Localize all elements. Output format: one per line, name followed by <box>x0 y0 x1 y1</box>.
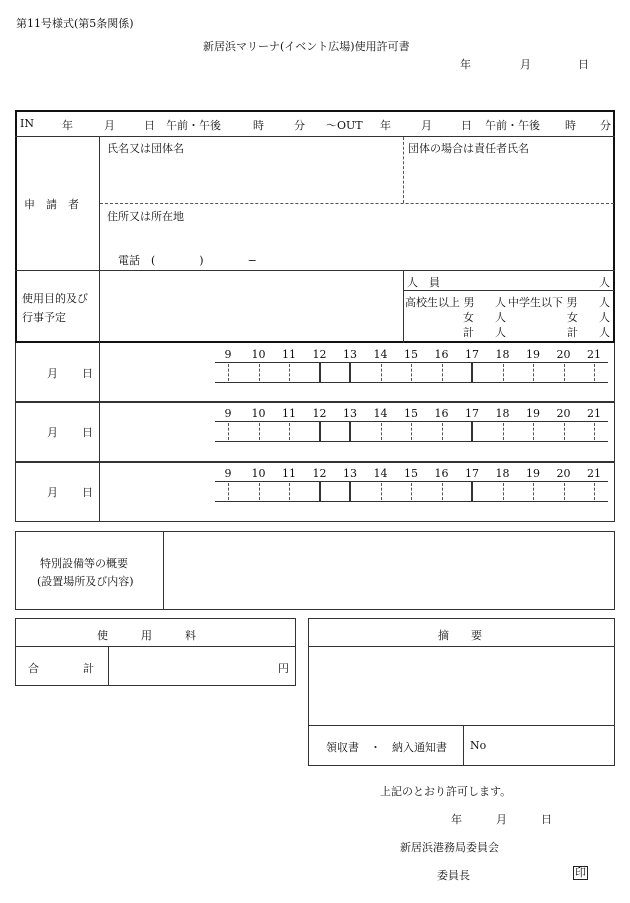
high-school-female-label: 女 <box>463 311 474 324</box>
schedule-month-label: 月 <box>47 367 58 380</box>
period-out-hour: 時 <box>565 119 576 132</box>
equipment-sub-label: (設置場所及び内容) <box>37 575 134 588</box>
hour-label: 9 <box>224 467 232 480</box>
hour-label: 9 <box>224 348 232 361</box>
hour-label: 12 <box>312 348 327 361</box>
schedule-day-label: 日 <box>82 367 93 380</box>
page-title: 新居浜マリーナ(イベント広場)使用許可書 <box>203 40 410 53</box>
top-date-month: 月 <box>520 58 531 71</box>
hour-label: 16 <box>434 407 449 420</box>
schedule-month-label: 月 <box>47 486 58 499</box>
people-label: 人 員 <box>407 276 440 289</box>
purpose-label-2: 行事予定 <box>22 311 66 324</box>
hour-label: 11 <box>282 407 296 420</box>
seal-mark: 印 <box>575 866 586 879</box>
hour-label: 15 <box>404 467 418 480</box>
fee-yen: 円 <box>278 662 289 675</box>
middle-school-female-label: 女 <box>567 311 578 324</box>
address-field-label: 住所又は所在地 <box>107 210 184 223</box>
equipment-label: 特別設備等の概要 <box>40 557 128 570</box>
bottom-date-month: 月 <box>496 813 507 826</box>
hour-label: 10 <box>251 407 266 420</box>
period-in-month: 月 <box>104 119 115 132</box>
hour-label: 15 <box>404 348 418 361</box>
fee-total-label: 合 計 <box>28 662 94 675</box>
hour-label: 12 <box>312 407 327 420</box>
applicant-label: 申 請 者 <box>24 198 79 211</box>
hour-label: 13 <box>343 467 357 480</box>
middle-school-female-unit: 人 <box>599 311 610 324</box>
hour-label: 21 <box>587 407 601 420</box>
hour-label: 12 <box>312 467 327 480</box>
hour-label: 14 <box>373 348 388 361</box>
schedule-day-label: 日 <box>82 486 93 499</box>
hour-label: 17 <box>465 348 479 361</box>
representative-field-label: 団体の場合は責任者氏名 <box>408 142 529 155</box>
people-unit: 人 <box>599 276 610 289</box>
name-field-label: 氏名又は団体名 <box>107 142 184 155</box>
period-out-minute: 分 <box>600 119 611 132</box>
chairman-label: 委員長 <box>437 869 470 882</box>
hour-label: 18 <box>495 467 510 480</box>
period-out-ampm: 午前・午後 <box>485 119 540 132</box>
hour-label: 21 <box>587 467 601 480</box>
hour-label: 19 <box>526 407 540 420</box>
period-out-month: 月 <box>421 119 432 132</box>
middle-school-total-label: 計 <box>567 326 578 339</box>
hour-label: 14 <box>373 407 388 420</box>
high-school-total-unit: 人 <box>495 326 506 339</box>
bottom-date-year: 年 <box>451 813 462 826</box>
period-in-ampm: 午前・午後 <box>166 119 221 132</box>
middle-school-male-unit: 人 <box>599 296 610 309</box>
hour-label: 19 <box>526 467 540 480</box>
permit-statement: 上記のとおり許可します。 <box>380 785 512 798</box>
bottom-date-day: 日 <box>541 813 552 826</box>
form-number: 第11号様式(第5条関係) <box>16 17 134 30</box>
high-school-female-unit: 人 <box>495 311 506 324</box>
middle-school-label: 中学生以下 男 <box>508 296 578 309</box>
hour-label: 16 <box>434 348 449 361</box>
period-out-day: 日 <box>461 119 472 132</box>
schedule-day-label: 日 <box>82 426 93 439</box>
period-in-minute: 分 <box>294 119 305 132</box>
hour-label: 13 <box>343 407 357 420</box>
committee-name: 新居浜港務局委員会 <box>400 841 499 854</box>
hour-label: 9 <box>224 407 232 420</box>
receipt-number-label: No <box>470 739 487 752</box>
phone-field-label: 電話 ( ) − <box>118 254 257 267</box>
hour-label: 20 <box>556 407 571 420</box>
purpose-label: 使用目的及び <box>22 292 88 305</box>
schedule-month-label: 月 <box>47 426 58 439</box>
hour-label: 17 <box>465 467 479 480</box>
remarks-header: 摘 要 <box>438 629 482 642</box>
period-in-day: 日 <box>144 119 155 132</box>
high-school-label: 高校生以上 男 <box>405 296 475 309</box>
period-out-year: 年 <box>380 119 391 132</box>
hour-label: 13 <box>343 348 357 361</box>
top-date-year: 年 <box>460 58 471 71</box>
hour-label: 18 <box>495 348 510 361</box>
receipt-label: 領収書 ・ 納入通知書 <box>326 741 447 754</box>
period-out: 〜OUT <box>326 119 363 132</box>
hour-label: 18 <box>495 407 510 420</box>
top-date-day: 日 <box>578 58 589 71</box>
hour-label: 20 <box>556 467 571 480</box>
hour-label: 14 <box>373 467 388 480</box>
period-in-year: 年 <box>62 119 73 132</box>
fee-header: 使 用 料 <box>97 629 196 642</box>
hour-label: 10 <box>251 348 266 361</box>
hour-label: 19 <box>526 348 540 361</box>
hour-label: 16 <box>434 467 449 480</box>
hour-label: 21 <box>587 348 601 361</box>
middle-school-total-unit: 人 <box>599 326 610 339</box>
period-in: IN <box>20 117 34 130</box>
period-in-hour: 時 <box>253 119 264 132</box>
hour-label: 17 <box>465 407 479 420</box>
high-school-total-label: 計 <box>463 326 474 339</box>
hour-label: 15 <box>404 407 418 420</box>
hour-label: 10 <box>251 467 266 480</box>
hour-label: 20 <box>556 348 571 361</box>
hour-label: 11 <box>282 348 296 361</box>
high-school-male-unit: 人 <box>495 296 506 309</box>
hour-label: 11 <box>282 467 296 480</box>
